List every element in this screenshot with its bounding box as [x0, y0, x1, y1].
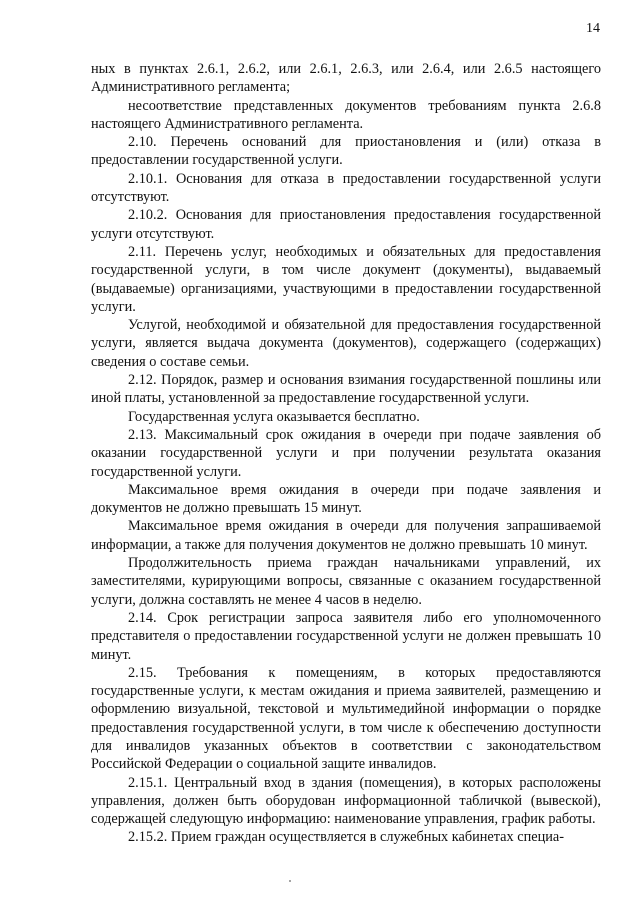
paragraph: 2.13. Максимальный срок ожидания в очереди при подаче заявления об оказании государственной услуги и при получении результата оказания государственной услуги. [91, 426, 601, 480]
paragraph: 2.10.2. Основания для приостановления предоставления государственной услуги отсутствуют. [91, 207, 601, 242]
paragraph: Максимальное время ожидания в очереди при подаче заявления и документов не должно превышать 15 минут. [91, 481, 601, 517]
paragraph: 2.15.2. Прием граждан осуществляется в служебных кабинетах специа- [128, 829, 565, 846]
paragraph: Продолжительность приема граждан начальниками управлений, их заместителями, курирующими вопросы, связанные с оказанием государственной услуги, должна составлять не менее 4 часов в неделю. [91, 555, 601, 608]
document-body [91, 60, 601, 847]
scan-speck [289, 880, 291, 882]
paragraph: Максимальное время ожидания в очереди для получения запрашиваемой информации, а также для получения документов не должно превышать 10 минут. [91, 518, 601, 553]
paragraph: Государственная услуга оказывается бесплатно. [128, 408, 420, 425]
paragraph: ных в пунктах 2.6.1, 2.6.2, или 2.6.1, 2.6.3, или 2.6.4, или 2.6.5 настоящего Административного регламента; [91, 61, 601, 96]
paragraph: Услугой, необходимой и обязательной для предоставления государственной услуги, является выдача документа (документов), содержащего (содержащих) сведения о составе семьи. [91, 317, 601, 370]
paragraph: несоответствие представленных документов требованиям пункта 2.6.8 настоящего Административного регламента. [91, 97, 601, 132]
paragraph: 2.15. Требования к помещениям, в которых предоставляются государственные услуги, к местам ожидания и приема заявителей, размещению и оформлению визуальной, текстовой и мультимедийной информации о порядке предоставления государственной услуги, в том числе к обеспечению доступности для инвалидов указанных объектов в соответствии с законодательством Российской Федерации о социальной защите инвалидов. [91, 664, 601, 773]
paragraph: 2.14. Срок регистрации запроса заявителя либо его уполномоченного представителя о предоставлении государственной услуги не должен превышать 10 минут. [91, 609, 601, 663]
page-number: 14 [586, 21, 600, 36]
paragraph: 2.10.1. Основания для отказа в предоставлении государственной услуги отсутствуют. [91, 170, 601, 206]
paragraph: 2.10. Перечень оснований для приостановления и (или) отказа в предоставлении государственной услуги. [91, 134, 601, 169]
paragraph: 2.12. Порядок, размер и основания взимания государственной пошлины или иной платы, установленной за предоставление государственной услуги. [91, 372, 601, 407]
paragraph: 2.15.1. Центральный вход в здания (помещения), в которых расположены управления, должен быть оборудован информационной табличкой (вывеской), содержащей следующую информацию: наименование управления, график работы. [91, 774, 601, 828]
paragraph: 2.11. Перечень услуг, необходимых и обязательных для предоставления государственной услуги, в том числе документ (документы), выдаваемый (выдаваемые) организациями, участвующими в предоставлении государственной услуги. [91, 243, 601, 315]
